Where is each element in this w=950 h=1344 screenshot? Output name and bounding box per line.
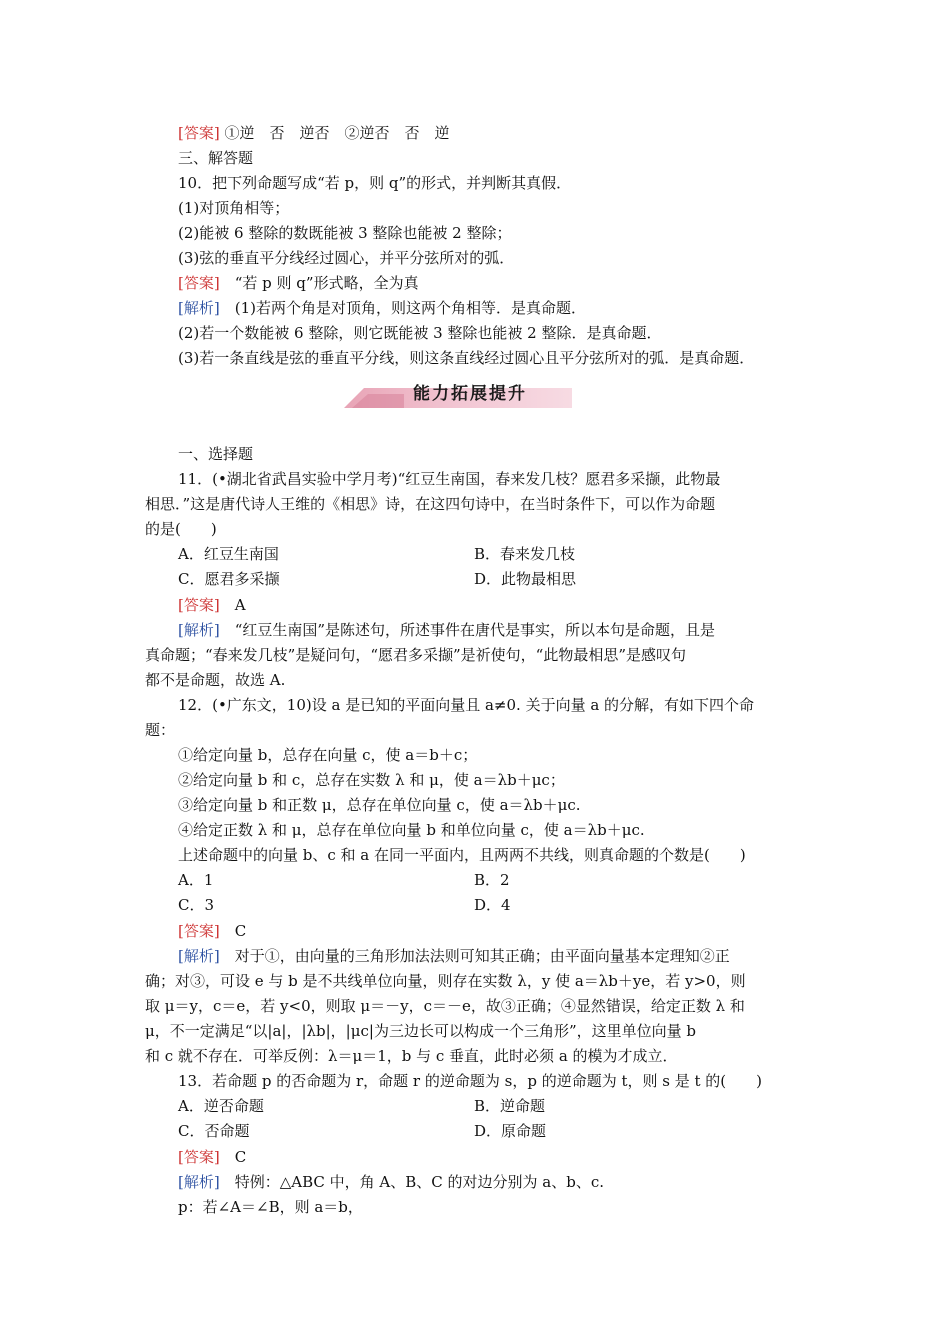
- choice-option: A．逆否命题: [178, 1097, 264, 1115]
- line-text: 特例：△ABC 中，角 A、B、C 的对边分别为 a、b、c.: [219, 1173, 604, 1191]
- line-text: “红豆生南国”是陈述句，所述事件在唐代是事实，所以本句是命题，且是: [219, 621, 716, 639]
- line-text: 对于①，由向量的三角形加法法则可知其正确；由平面向量基本定理知②正: [219, 947, 730, 965]
- text-line: [178, 794, 581, 816]
- line-text: 13．若命题 p 的否命题为 r，命题 r 的逆命题为 s，p 的逆命题为 t，则 s 是 t 的( ): [178, 1072, 763, 1090]
- text-line: [178, 468, 720, 490]
- line-text: 确；对③，可设 e 与 b 是不共线单位向量，则存在实数 λ，y 使 a＝λb＋ye，若 y>0，则: [145, 972, 746, 990]
- text-line: [178, 1196, 363, 1218]
- text-line: [178, 819, 645, 841]
- line-text: (3)弦的垂直平分线经过圆心，并平分弦所对的弧．: [178, 249, 515, 267]
- line-text: 取 μ＝y，c＝e，若 y<0，则取 μ＝－y，c＝－e，故③正确；④显然错误，给定正数 λ 和: [145, 997, 745, 1015]
- line-text: ①逆 否 逆否 ②逆否 否 逆: [219, 124, 450, 142]
- choice-option: A．1: [178, 871, 214, 889]
- banner-title: 能力拓展提升: [413, 384, 527, 404]
- line-text: 都不是命题，故选 A.: [145, 671, 286, 689]
- line-text: ①给定向量 b，总存在向量 c，使 a＝b＋c；: [178, 746, 478, 764]
- text-line: [178, 222, 512, 244]
- choice-option: B．逆命题: [474, 1097, 546, 1115]
- line-text: 上述命题中的向量 b、c 和 a 在同一平面内，且两两不共线，则真命题的个数是( ): [178, 846, 746, 864]
- text-line: [178, 122, 450, 144]
- line-text: 的是( ): [145, 520, 217, 538]
- line-text: C: [219, 1148, 247, 1166]
- text-line: [178, 594, 246, 616]
- text-line: [178, 1146, 246, 1168]
- text-line: [178, 1070, 762, 1092]
- text-line: [145, 669, 285, 691]
- text-line: [145, 719, 175, 741]
- line-text: μ，不一定满足“以|a|，|λb|，|μc|为三边长可以构成一个三角形”，这里单位向量 b: [145, 1022, 696, 1040]
- line-text: 12．(•广东文，10)设 a 是已知的平面向量且 a≠0. 关于向量 a 的分解，有如下四个命: [178, 696, 755, 714]
- choice-option: B．春来发几枝: [474, 545, 576, 563]
- line-text: 三、解答题: [178, 149, 254, 167]
- text-line: [178, 347, 754, 369]
- answer-tag: [答案]: [178, 1148, 220, 1166]
- line-text: 相思．”这是唐代诗人王维的《相思》诗，在这四句诗中，在当时条件下，可以作为命题: [145, 495, 716, 513]
- text-line: [178, 744, 477, 766]
- section-banner: [344, 378, 572, 410]
- line-text: 11．(•湖北省武昌实验中学月考)“红豆生南国，春来发几枝？愿君多采撷，此物最: [178, 470, 721, 488]
- text-line: [145, 518, 217, 540]
- text-line: [178, 945, 730, 967]
- analysis-tag: [解析]: [178, 621, 220, 639]
- line-text: A: [219, 596, 246, 614]
- line-text: ③给定向量 b 和正数 μ，总存在单位向量 c，使 a＝λb＋μc.: [178, 796, 581, 814]
- line-text: 真命题；“春来发几枝”是疑问句，“愿君多采撷”是祈使句，“此物最相思”是感叹句: [145, 646, 687, 664]
- analysis-tag: [解析]: [178, 947, 220, 965]
- choice-option: C．3: [178, 896, 215, 914]
- line-text: (2)若一个数能被 6 整除，则它既能被 3 整除也能被 2 整除．是真命题．: [178, 324, 662, 342]
- choice-option: D．4: [474, 896, 511, 914]
- text-line: [178, 920, 246, 942]
- line-text: ④给定正数 λ 和 μ，总存在单位向量 b 和单位向量 c，使 a＝λb＋μc.: [178, 821, 645, 839]
- text-line: [178, 694, 754, 716]
- text-line: [145, 995, 745, 1017]
- answer-tag: [答案]: [178, 274, 220, 292]
- text-line: [145, 1045, 678, 1067]
- text-line: [178, 619, 715, 641]
- analysis-tag: [解析]: [178, 299, 220, 317]
- analysis-tag: [解析]: [178, 1173, 220, 1191]
- line-text: (1)对顶角相等；: [178, 199, 290, 217]
- line-text: ②给定向量 b 和 c，总存在实数 λ 和 μ，使 a＝λb＋μc；: [178, 771, 565, 789]
- text-line: [178, 272, 419, 294]
- choice-option: C．愿君多采撷: [178, 570, 280, 588]
- text-line: [178, 147, 253, 169]
- line-text: (1)若两个角是对顶角，则这两个角相等．是真命题．: [219, 299, 586, 317]
- text-line: [178, 844, 746, 866]
- text-line: [145, 970, 746, 992]
- line-text: 一、选择题: [178, 445, 254, 463]
- text-line: [178, 172, 571, 194]
- answer-tag: [答案]: [178, 596, 220, 614]
- choice-option: A．红豆生南国: [178, 545, 279, 563]
- text-line: [178, 247, 514, 269]
- text-line: [178, 197, 289, 219]
- text-line: [178, 443, 253, 465]
- line-text: 10．把下列命题写成“若 p，则 q”的形式，并判断其真假．: [178, 174, 572, 192]
- line-text: “若 p 则 q”形式略，全为真: [219, 274, 419, 292]
- line-text: p：若∠A＝∠B，则 a＝b，: [178, 1198, 363, 1216]
- text-line: [178, 322, 662, 344]
- choice-option: D．原命题: [474, 1122, 547, 1140]
- choice-option: B．2: [474, 871, 510, 889]
- line-text: (2)能被 6 整除的数既能被 3 整除也能被 2 整除；: [178, 224, 512, 242]
- text-line: [145, 1020, 696, 1042]
- choice-option: D．此物最相思: [474, 570, 577, 588]
- answer-tag: [答案]: [178, 124, 220, 142]
- text-line: [178, 297, 586, 319]
- answer-tag: [答案]: [178, 922, 220, 940]
- choice-option: C．否命题: [178, 1122, 250, 1140]
- text-line: [145, 644, 686, 666]
- text-line: [178, 1171, 604, 1193]
- line-text: 和 c 就不存在．可举反例：λ＝μ＝1，b 与 c 垂直，此时必须 a 的模为才成立．: [145, 1047, 678, 1065]
- line-text: (3)若一条直线是弦的垂直平分线，则这条直线经过圆心且平分弦所对的弧．是真命题．: [178, 349, 755, 367]
- text-line: [178, 769, 565, 791]
- line-text: C: [219, 922, 247, 940]
- line-text: 题：: [145, 721, 176, 739]
- text-line: [145, 493, 715, 515]
